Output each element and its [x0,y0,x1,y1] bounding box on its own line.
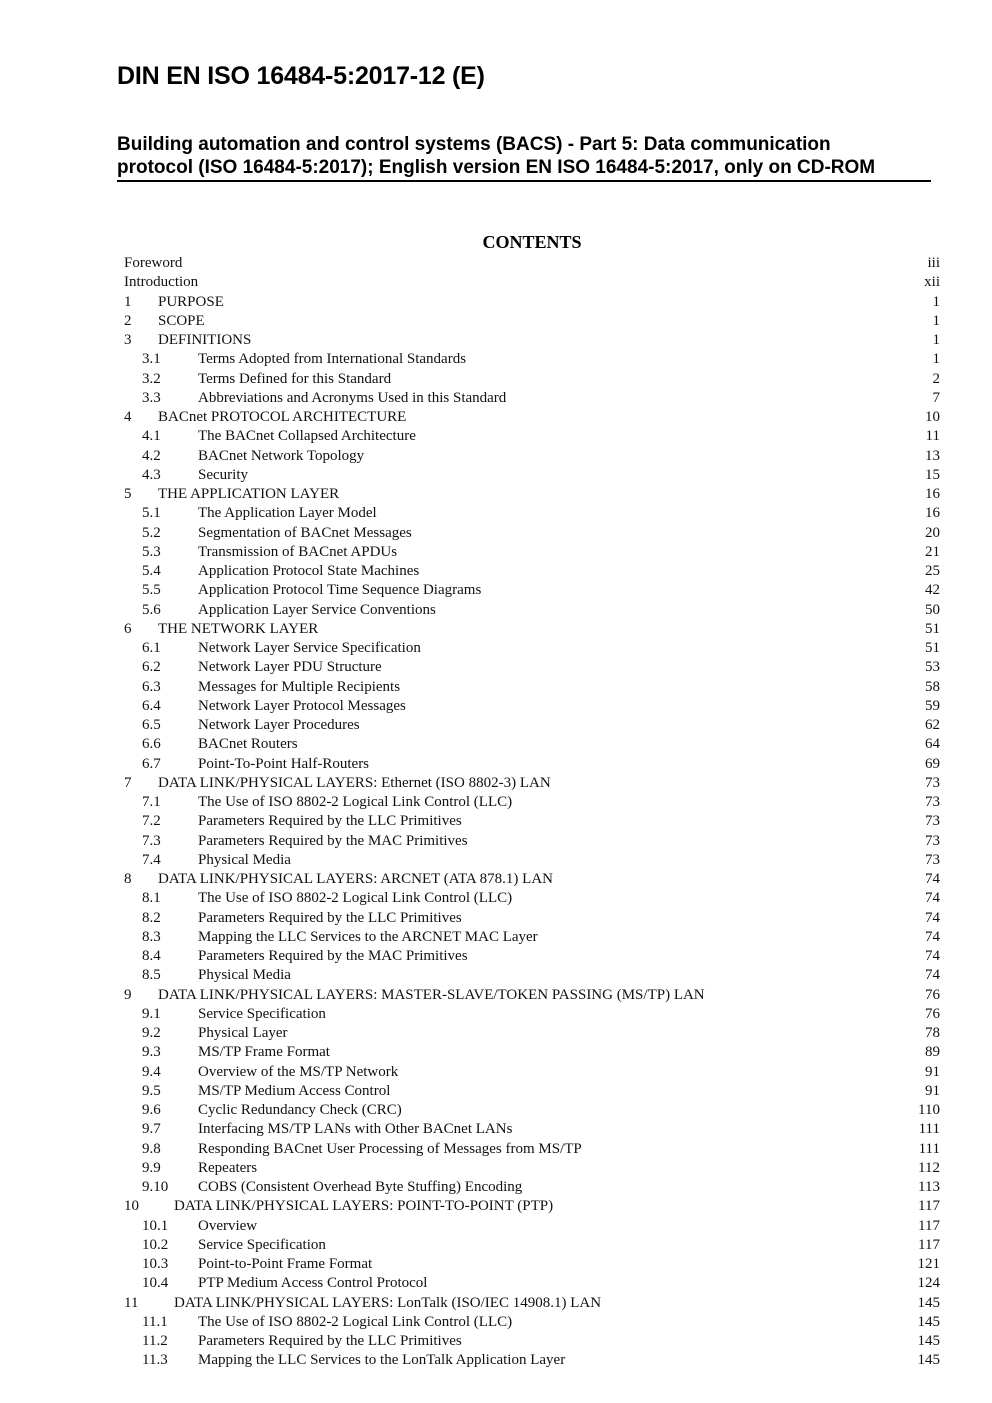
toc-entry [124,273,940,292]
toc-entry [124,966,940,985]
toc-entry-number: 9.5 [142,1082,161,1099]
toc-entry-number: 6.6 [142,736,161,753]
toc-entry-title: Network Layer Procedures [198,717,360,733]
toc-entry-page: 117 [918,1198,940,1215]
toc-entry-title: Service Specification [198,1236,326,1253]
toc-entry-title: Application Protocol Time Sequence Diagrams [198,582,482,599]
toc-entry-number: 9 [124,986,132,1003]
toc-entry-number: 9.7 [142,1121,161,1138]
toc-entry-title: Responding BACnet User Processing of Messages from MS/TP [198,1140,582,1157]
toc-entry-page: 11 [925,428,940,445]
toc-entry-page: 73 [925,774,940,791]
toc-entry [124,1351,940,1370]
toc-entry-number: 10.3 [142,1256,169,1272]
toc-entry-title: Parameters Required by the LLC Primitives [198,813,462,830]
toc-entry [124,1043,940,1062]
toc-entry-title: THE APPLICATION LAYER [158,486,340,502]
table-of-contents [124,254,940,1371]
toc-entry-page: 53 [925,659,940,676]
toc-entry [124,1274,940,1293]
toc-entry-number: 10.4 [142,1275,169,1292]
toc-entry-number: 9.4 [142,1063,161,1080]
toc-entry-number: 8.3 [142,928,161,945]
toc-entry-number: 10.2 [142,1236,169,1253]
toc-entry-number: 6.7 [142,755,161,772]
toc-entry-title: Segmentation of BACnet Messages [198,524,412,541]
toc-entry-number: 5.3 [142,543,161,560]
toc-entry-title: Mapping the LLC Services to the ARCNET MAC Layer [198,928,538,945]
toc-entry-title: Overview [198,1217,258,1234]
toc-entry-title: BACnet Network Topology [198,447,365,464]
toc-entry [124,947,940,966]
toc-entry [124,697,940,716]
toc-entry-title: Network Layer Protocol Messages [198,697,406,714]
toc-entry [124,1313,940,1332]
toc-entry-number: 9.3 [142,1044,161,1061]
toc-entry-title: The Use of ISO 8802-2 Logical Link Control (LLC) [198,890,513,907]
toc-entry-title: Introduction [124,274,199,291]
toc-entry-number: 8.2 [142,909,161,926]
toc-entry-page: 69 [925,755,940,772]
toc-entry [124,485,940,504]
toc-entry-title: Network Layer PDU Structure [198,659,382,676]
toc-entry [124,1178,940,1197]
toc-entry-number: 11.2 [142,1333,168,1349]
toc-entry-title: DATA LINK/PHYSICAL LAYERS: POINT-TO-POINT (PTP) [174,1198,554,1215]
toc-entry [124,909,940,928]
toc-entry-number: 3.1 [142,351,161,368]
toc-entry-page: 51 [925,640,940,656]
toc-entry-number: 9.2 [142,1025,161,1041]
toc-entry [124,1140,940,1159]
toc-entry [124,466,940,485]
toc-entry-title: Application Protocol State Machines [198,563,420,579]
toc-entry-title: Network Layer Service Specification [198,640,421,656]
toc-entry-page: 74 [925,871,940,887]
toc-entry-title: Security [198,466,248,483]
toc-entry-page: 25 [925,563,940,579]
toc-entry [124,331,940,350]
toc-entry-title: Parameters Required by the MAC Primitives [198,832,468,849]
toc-entry-title: THE NETWORK LAYER [158,620,319,637]
toc-entry-page: 16 [925,486,940,502]
toc-entry-number: 6.5 [142,717,161,733]
toc-entry [124,678,940,697]
toc-entry-title: BACnet PROTOCOL ARCHITECTURE [158,409,407,425]
toc-entry-page: 74 [925,890,940,907]
toc-entry-title: Terms Defined for this Standard [198,370,392,387]
toc-entry-page: 21 [925,543,940,560]
toc-entry-page: 91 [925,1082,940,1099]
toc-entry-page: 1 [932,351,940,368]
toc-entry-page: 74 [925,928,940,945]
toc-entry-page: xii [924,274,940,291]
toc-entry-title: Foreword [124,255,183,271]
toc-entry [124,370,940,389]
toc-entry [124,716,940,735]
toc-entry-title: Abbreviations and Acronyms Used in this Standard [198,389,507,406]
toc-entry-title: DATA LINK/PHYSICAL LAYERS: MASTER-SLAVE/TOKEN PASSING (MS/TP) LAN [158,986,705,1003]
toc-entry [124,1005,940,1024]
toc-entry-title: Mapping the LLC Services to the LonTalk Application Layer [198,1352,566,1369]
toc-entry-page: 50 [925,601,940,618]
toc-entry-title: DEFINITIONS [158,332,252,348]
toc-entry-page: 42 [925,582,940,599]
toc-entry-number: 5 [124,486,132,502]
toc-entry-number: 8.1 [142,890,161,907]
toc-entry [124,870,940,889]
toc-entry-title: Service Specification [198,1005,326,1022]
toc-entry [124,447,940,466]
document-id: DIN EN ISO 16484-5:2017-12 (E) [117,62,485,90]
toc-entry-number: 9.9 [142,1159,161,1176]
toc-entry-page: 73 [925,813,940,830]
toc-entry-page: 73 [925,832,940,849]
toc-entry [124,1101,940,1120]
toc-entry-title: Physical Media [198,967,291,984]
toc-entry-page: 7 [932,389,940,406]
toc-entry [124,1159,940,1178]
toc-entry-number: 11.1 [142,1313,168,1330]
toc-entry [124,427,940,446]
toc-entry-title: Application Layer Service Conventions [198,601,436,618]
subtitle-line-2: protocol (ISO 16484-5:2017); English version EN ISO 16484-5:2017, only on CD-ROM [117,157,876,178]
toc-entry-number: 9.10 [142,1179,169,1195]
toc-entry-number: 2 [124,312,132,329]
toc-entry-number: 5.4 [142,563,161,579]
toc-entry-page: 76 [925,986,940,1003]
toc-entry-page: 124 [917,1275,940,1292]
toc-entry-page: 73 [925,794,940,810]
toc-entry-title: BACnet Routers [198,736,298,753]
toc-entry-page: 111 [918,1140,940,1157]
toc-entry [124,620,940,639]
toc-entry-page: 1 [932,312,940,329]
toc-entry [124,350,940,369]
toc-entry [124,755,940,774]
toc-entry-number: 6 [124,620,132,637]
toc-entry-page: 15 [925,466,940,483]
toc-entry [124,524,940,543]
toc-entry [124,928,940,947]
toc-entry-number: 8.4 [142,948,161,964]
toc-entry-title: The BACnet Collapsed Architecture [198,428,416,445]
toc-entry-page: 117 [918,1236,940,1253]
toc-entry-page: 74 [925,909,940,926]
toc-entry [124,562,940,581]
toc-entry-number: 7.2 [142,813,161,830]
toc-entry-title: Messages for Multiple Recipients [198,678,401,695]
toc-entry [124,1197,940,1216]
toc-entry-title: MS/TP Medium Access Control [198,1082,391,1099]
toc-entry-number: 11.3 [142,1352,168,1369]
toc-entry-title: Point-To-Point Half-Routers [198,755,370,772]
toc-entry [124,1063,940,1082]
toc-entry-title: PTP Medium Access Control Protocol [198,1275,428,1292]
toc-entry-title: Parameters Required by the LLC Primitives [198,909,462,926]
toc-entry-number: 4.1 [142,428,161,445]
toc-entry-number: 6.3 [142,678,161,695]
toc-entry-number: 4 [124,409,132,425]
toc-entry-title: Interfacing MS/TP LANs with Other BACnet LANs [198,1121,513,1138]
toc-entry [124,889,940,908]
toc-entry-title: SCOPE [158,312,205,329]
toc-entry-page: 2 [932,370,940,387]
toc-entry-page: 74 [925,967,940,984]
toc-entry-number: 9.1 [142,1005,161,1022]
toc-entry-page: 113 [918,1179,940,1195]
toc-entry-page: 62 [925,717,940,733]
toc-entry-page: 112 [918,1159,940,1176]
toc-entry-page: 10 [925,409,940,425]
toc-entry [124,774,940,793]
toc-entry-title: Parameters Required by the MAC Primitives [198,948,468,964]
toc-entry [124,851,940,870]
toc-entry [124,639,940,658]
toc-entry-number: 9.8 [142,1140,161,1157]
toc-entry-page: 58 [925,678,940,695]
toc-entry [124,293,940,312]
toc-entry [124,601,940,620]
toc-entry-page: 78 [925,1025,940,1041]
toc-entry-page: 74 [925,948,940,964]
toc-entry-number: 8 [124,871,132,887]
toc-entry-title: DATA LINK/PHYSICAL LAYERS: Ethernet (ISO 8802-3) LAN [158,774,551,791]
toc-entry-number: 5.5 [142,582,161,599]
toc-entry-number: 8.5 [142,967,161,984]
toc-entry-number: 4.2 [142,447,161,464]
toc-entry-page: 145 [917,1333,940,1349]
toc-entry [124,581,940,600]
toc-entry [124,812,940,831]
toc-entry-number: 7 [124,774,132,791]
toc-entry-page: 59 [925,697,940,714]
toc-entry-number: 6.1 [142,640,161,656]
toc-entry-page: 91 [925,1063,940,1080]
toc-entry-page: 145 [917,1294,940,1311]
toc-entry-number: 5.1 [142,505,161,522]
toc-entry-page: 20 [925,524,940,541]
toc-entry [124,1294,940,1313]
toc-entry [124,793,940,812]
toc-entry-title: Parameters Required by the LLC Primitives [198,1333,462,1349]
toc-entry-page: 117 [918,1217,940,1234]
toc-entry [124,543,940,562]
toc-entry-title: PURPOSE [158,293,224,310]
toc-entry-page: 89 [925,1044,940,1061]
toc-entry-page: 1 [932,293,940,310]
toc-entry-number: 5.2 [142,524,161,541]
toc-entry-page: 73 [925,851,940,868]
toc-entry [124,504,940,523]
toc-entry-page: 110 [918,1102,940,1118]
toc-entry [124,1082,940,1101]
toc-entry [124,1120,940,1139]
contents-heading: CONTENTS [482,232,582,252]
toc-entry-number: 6.2 [142,659,161,676]
toc-entry-number: 3.2 [142,370,161,387]
toc-entry-title: DATA LINK/PHYSICAL LAYERS: ARCNET (ATA 878.1) LAN [158,871,553,887]
toc-entry-page: iii [927,255,940,271]
toc-entry-number: 10.1 [142,1217,169,1234]
subtitle-line-1: Building automation and control systems (BACS) - Part 5: Data communication [117,134,831,155]
toc-entry [124,1332,940,1351]
toc-entry [124,389,940,408]
toc-entry-number: 10 [124,1198,139,1215]
toc-entry [124,658,940,677]
toc-entry-title: The Application Layer Model [198,505,377,522]
toc-entry-number: 1 [124,293,132,310]
toc-entry-number: 3.3 [142,389,161,406]
toc-entry-title: Repeaters [198,1159,258,1176]
toc-entry-number: 3 [124,332,132,348]
toc-entry-title: Transmission of BACnet APDUs [198,543,398,560]
toc-entry-page: 121 [917,1256,940,1272]
toc-entry-number: 7.1 [142,794,161,810]
toc-entry-number: 7.3 [142,832,161,849]
toc-entry-title: The Use of ISO 8802-2 Logical Link Control (LLC) [198,1313,513,1330]
toc-entry-title: Point-to-Point Frame Format [198,1256,373,1272]
toc-entry [124,1236,940,1255]
toc-entry [124,986,940,1005]
toc-entry-page: 1 [932,332,940,348]
toc-entry-page: 76 [925,1005,940,1022]
toc-entry-number: 4.3 [142,466,161,483]
toc-entry-title: Physical Media [198,851,291,868]
toc-entry-title: The Use of ISO 8802-2 Logical Link Control (LLC) [198,794,513,810]
toc-entry-title: Terms Adopted from International Standards [198,351,467,368]
toc-entry-title: Cyclic Redundancy Check (CRC) [198,1102,402,1118]
toc-entry-title: Physical Layer [198,1025,288,1041]
toc-entry-page: 111 [918,1121,940,1138]
toc-entry [124,1024,940,1043]
toc-entry-page: 145 [917,1313,940,1330]
toc-entry-page: 145 [917,1352,940,1369]
toc-entry-number: 7.4 [142,851,161,868]
toc-entry-number: 6.4 [142,697,161,714]
toc-entry-page: 64 [925,736,940,753]
toc-entry-page: 51 [925,620,940,637]
toc-entry-number: 11 [124,1294,139,1311]
toc-entry-page: 16 [925,505,940,522]
toc-entry [124,312,940,331]
toc-entry-title: COBS (Consistent Overhead Byte Stuffing) Encoding [198,1179,523,1195]
toc-entry-page: 13 [925,447,940,464]
document-subtitle [117,133,931,182]
toc-entry [124,1255,940,1274]
toc-entry [124,1217,940,1236]
toc-entry-number: 5.6 [142,601,161,618]
toc-entry [124,735,940,754]
toc-entry-number: 9.6 [142,1102,161,1118]
toc-entry [124,832,940,851]
toc-entry-title: Overview of the MS/TP Network [198,1063,399,1080]
toc-entry [124,254,940,273]
toc-entry-title: DATA LINK/PHYSICAL LAYERS: LonTalk (ISO/IEC 14908.1) LAN [174,1294,602,1311]
toc-entry-title: MS/TP Frame Format [198,1044,330,1061]
toc-entry [124,408,940,427]
